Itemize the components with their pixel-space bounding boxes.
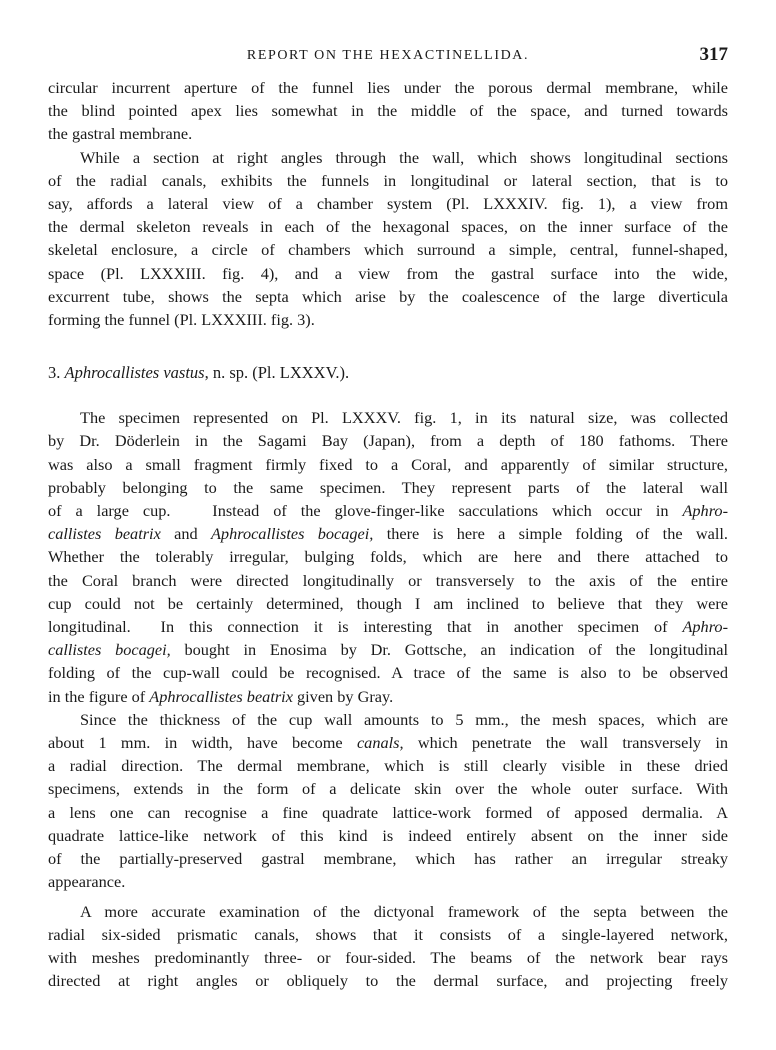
italic-term: canals, [356,733,404,753]
running-title: REPORT ON THE HEXACTINELLIDA. [246,48,530,63]
paragraph-continuation [48,76,728,146]
text-line: space (Pl. LXXXIII. fig. 4), and a view from the gastral surface into the wide, [48,263,728,283]
text-line: say, affords a lateral view of a chamber system (Pl. LXXXIV. fig. 1), a view from [48,194,728,214]
text-line-with-italic: callistes beatrix and Aphrocallistes bocagei, there is here a simple folding of the wall. [48,524,728,544]
running-head [48,44,728,68]
section-number: 3. [48,363,61,383]
text-line: A more accurate examination of the dictyonal framework of the septa between the [80,901,728,921]
text-line: radial six-sided prismatic canals, shows that it consists of a single-layered network, [48,924,728,944]
section-heading-rest: , n. sp. (Pl. LXXXV.). [204,363,350,383]
italic-term: Aphro- [682,501,728,521]
text-line: Since the thickness of the cup wall amounts to 5 mm., the mesh spaces, which are [80,709,728,729]
text-line: of the radial canals, exhibits the funnels in longitudinal or lateral section, that is to [48,170,728,190]
italic-term: Aphrocallistes beatrix [149,686,293,706]
paragraph-cup-wall [48,708,728,894]
text-line-with-italic: in the figure of Aphrocallistes beatrix given by Gray. [48,686,394,706]
italic-term: callistes beatrix [48,524,161,544]
text-line: folding of the cup-wall could be recognised. A trace of the same is also to be observed [48,663,728,683]
text-line: appearance. [48,872,126,892]
text-line-with-italic: callistes bocagei, bought in Enosima by Dr. Gottsche, an indication of the longitudinal [48,640,728,660]
text-line: directed at right angles or obliquely to the dermal surface, and projecting freely [48,971,728,991]
text-line: by Dr. Döderlein in the Sagami Bay (Japan), from a depth of 180 fathoms. There [48,431,728,451]
text-line: with meshes predominantly three- or four-sided. The beams of the network bear rays [48,947,728,967]
text-line: skeletal enclosure, a circle of chambers which surround a simple, central, funnel-shaped, [48,240,728,260]
italic-term: Aphro- [682,617,728,637]
section-heading [48,361,728,384]
italic-term: Aphrocallistes bocagei, [210,524,374,544]
text-line: circular incurrent aperture of the funnel lies under the porous dermal membrane, while [48,78,728,97]
text-line: Whether the tolerably irregular, bulging folds, which are here and there attached to [48,547,728,567]
text-line: a radial direction. The dermal membrane, which is still clearly visible in these dried [48,756,728,776]
text-line: quadrate lattice-like network of this kind is indeed entirely absent on the inner side [48,825,728,845]
page-number: 317 [699,44,728,65]
text-line: the blind pointed apex lies somewhat in the middle of the space, and turned towards [48,101,728,121]
text-line: excurrent tube, shows the septa which arise by the coalescence of the large diverticula [48,286,728,306]
text-line: cup could not be certainly determined, though I am inclined to believe that they were [48,593,728,613]
paragraph-dictyonal-framework [48,900,728,993]
italic-term: callistes bocagei, [48,640,171,660]
text-line: probably belonging to the same specimen. They represent parts of the lateral wall [48,477,728,497]
text-line: the dermal skeleton reveals in each of the hexagonal spaces, on the inner surface of the [48,217,728,237]
text-line: the gastral membrane. [48,124,193,144]
text-line-with-italic: about 1 mm. in width, have become canals, which penetrate the wall transversely in [48,733,728,753]
text-line: forming the funnel (Pl. LXXXIII. fig. 3). [48,310,315,330]
text-line: of the partially-preserved gastral membrane, which has rather an irregular streaky [48,849,728,869]
text-line: specimens, extends in the form of a delicate skin over the whole outer surface. With [48,779,728,799]
paragraph-section-view [48,146,728,332]
document-page [48,44,728,992]
text-line: The specimen represented on Pl. LXXXV. fig. 1, in its natural size, was collected [80,408,728,428]
text-line: a lens one can recognise a fine quadrate lattice-work formed of apposed dermalia. A [48,802,728,822]
text-line: While a section at right angles through the wall, which shows longitudinal sections [80,147,728,167]
paragraph-specimen [48,406,728,708]
text-line-with-italic: of a large cup. Instead of the glove-finger-like sacculations which occur in Aphro- [48,501,728,521]
text-line: the Coral branch were directed longitudinally or transversely to the axis of the entire [48,570,728,590]
text-line: was also a small fragment firmly fixed to a Coral, and apparently of similar structure, [48,454,728,474]
species-name: Aphrocallistes vastus [64,363,205,383]
text-line-with-italic: longitudinal. In this connection it is interesting that in another specimen of Aphro- [48,617,728,637]
